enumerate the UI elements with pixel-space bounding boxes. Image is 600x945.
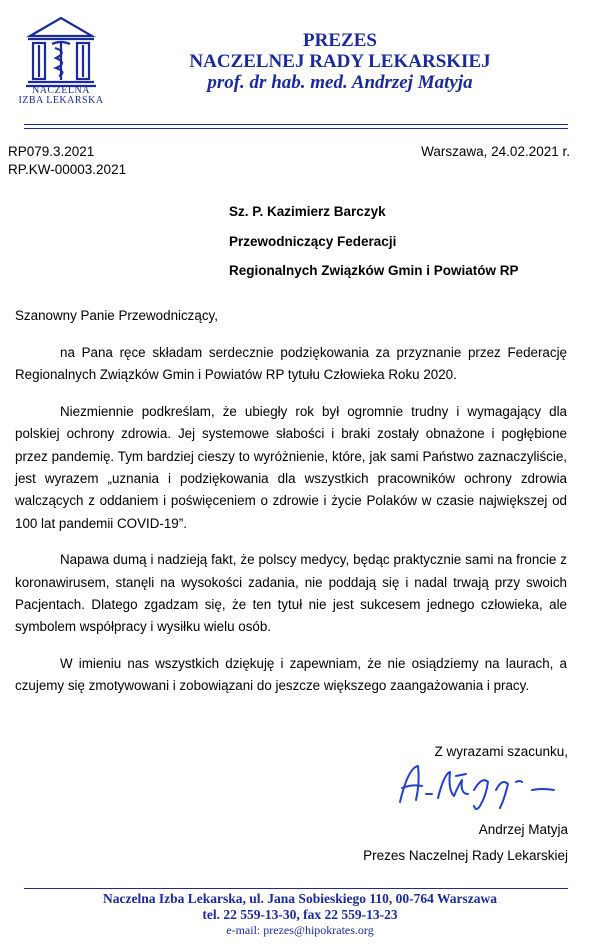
- footer-email: e-mail: prezes@hipokrates.org: [226, 923, 374, 937]
- footer-rule: [24, 888, 568, 889]
- addressee-title: Przewodniczący Federacji: [229, 234, 397, 249]
- addressee-organization: Regionalnych Związków Gmin i Powiatów RP: [229, 263, 519, 278]
- logo-caption-line1: NACZELNA: [32, 85, 90, 96]
- body-paragraph-2: Niezmiennie podkreślam, że ubiegły rok był ogromnie trudny i wymagający dla polskiej ochrony zdrowia. Jej systemowe słabości i braki zostały obnażone i pogłębione przez pandemię. Tym bardziej cieszy to wyróżnienie, które, jak sami Państwo zaznaczyliście, jest wyrazem „uznania i podziękowania dla wszystkich pracowników ochrony zdrowia walczących z oddaniem i poświęceniem o zdrowie i życie Polaków w czasie największej od 100 lat pandemii COVID-19”.: [15, 403, 567, 531]
- body-paragraph-4: W imieniu nas wszystkich dziękuję i zapewniam, że nie osiądziemy na laurach, a czujemy się zmotywowani i zobowiązani do jeszcze większego zaangażowania i pracy.: [15, 655, 567, 694]
- header-rule-bottom: [24, 128, 568, 129]
- reference-number-2: RP.KW-00003.2021: [8, 162, 127, 177]
- letterhead-title: [150, 30, 530, 94]
- signer-name: Andrzej Matyja: [478, 822, 568, 837]
- header-rule-top: [24, 124, 568, 125]
- place-and-date: Warszawa, 24.02.2021 r.: [421, 144, 570, 159]
- body-paragraph-3: Napawa dumą i nadzieją fakt, że polscy medycy, będąc praktycznie sami na froncie z koronawirusem, stanęli na wysokości zadania, nie poddają się i nadal trwają przy swoich Pacjentach. Dlatego zgadzam się, że ten tytuł nie jest sukcesem jednego człowieka, ale symbolem współpracy i wysiłku wielu osób.: [15, 552, 567, 635]
- body-paragraph-1: na Pana ręce składam serdecznie podziękowania za przyznanie przez Federację Regionalnych Związków Gmin i Powiatów RP tytułu Człowieka Roku 2020.: [15, 345, 567, 383]
- footer: [0, 891, 600, 938]
- letter-body: [15, 306, 567, 712]
- footer-phone-fax: tel. 22 559-13-30, fax 22 559-13-23: [202, 907, 398, 922]
- addressee-name: Sz. P. Kazimierz Barczyk: [229, 204, 386, 219]
- salutation: Szanowny Panie Przewodniczący,: [15, 308, 218, 323]
- signer-title: Prezes Naczelnej Rady Lekarskiej: [363, 848, 568, 863]
- logo-caption-line2: IZBA LEKARSKA: [18, 95, 104, 106]
- logo-caption: [18, 86, 104, 106]
- closing-regards: Z wyrazami szacunku,: [434, 744, 568, 759]
- letterhead-line1: PREZES: [303, 30, 377, 51]
- letterhead-line2: NACZELNEJ RADY LEKARSKIEJ: [189, 51, 491, 72]
- handwritten-signature-icon: [392, 760, 572, 812]
- reference-number-1: RP079.3.2021: [8, 144, 95, 159]
- footer-address: Naczelna Izba Lekarska, ul. Jana Sobieskiego 110, 00-764 Warszawa: [103, 891, 497, 906]
- letterhead-line3: prof. dr hab. med. Andrzej Matyja: [207, 72, 473, 93]
